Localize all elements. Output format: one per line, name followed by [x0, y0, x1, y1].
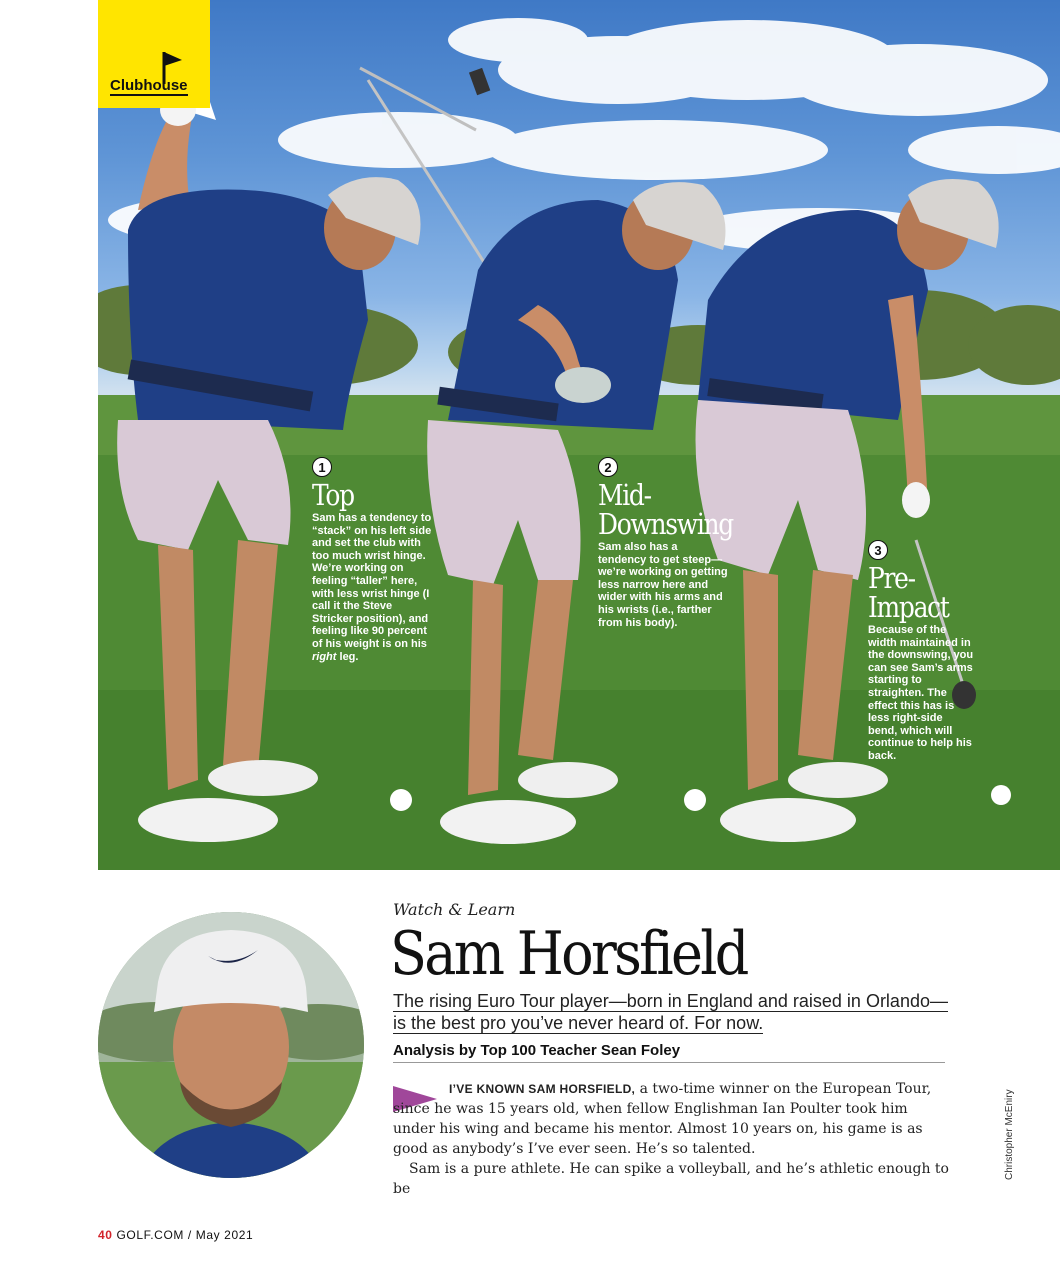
step-number: 2 — [598, 457, 618, 477]
section-tag-label: Clubhouse — [110, 77, 188, 94]
step-body: Sam also has a tendency to get steep—we’re working on getting less narrow here and wider with his arms and his wrists (i.e., farther from his body). — [598, 541, 728, 629]
portrait-photo — [98, 912, 364, 1178]
portrait-image — [98, 912, 364, 1178]
lead-in: I’VE KNOWN SAM HORSFIELD, — [449, 1082, 636, 1096]
step-title: Pre- Impact — [868, 561, 949, 624]
step-pre-impact — [868, 540, 974, 763]
step-mid-downswing — [598, 457, 733, 629]
byline: Analysis by Top 100 Teacher Sean Foley — [393, 1042, 681, 1059]
kicker: Watch & Learn — [393, 900, 516, 919]
page-number: 40 — [98, 1228, 113, 1242]
step-number: 3 — [868, 540, 888, 560]
divider — [393, 1062, 945, 1063]
paragraph: I’VE KNOWN SAM HORSFIELD, a two-time winner on the European Tour, since he was 15 years old, when fellow Englishman Ian Poulter took him under his wing and became his mentor. Almost 10 years on, his game is as good as anybody’s I’ve ever seen. He’s so talented. — [393, 1081, 932, 1157]
step-body: Sam has a tendency to “stack” on his left side and set the club with too much wrist hinge. We’re working on feeling “taller” here, with less wrist hinge (I call it the Steve Stricker position), and feeling like 90 percent of his weight is on his right leg. — [312, 512, 432, 663]
headline: Sam Horsfield — [390, 919, 747, 989]
dek: The rising Euro Tour player—born in England and raised in Orlando—is the best pro you’ve never heard of. For now. — [393, 991, 948, 1033]
step-number: 1 — [312, 457, 332, 477]
paragraph: Sam is a pure athlete. He can spike a volleyball, and he’s athletic enough to be — [393, 1161, 949, 1197]
step-body: Because of the width maintained in the downswing, you can see Sam’s arms starting to straighten. The effect this has is less right-side bend, which will continue to help his back. — [868, 624, 974, 762]
body-copy — [393, 1079, 953, 1199]
folio — [98, 1228, 253, 1242]
section-tag — [98, 0, 210, 108]
step-title: Top — [312, 478, 354, 512]
step-top — [312, 457, 436, 663]
step-title: Mid- Downswing — [598, 478, 733, 541]
swing-sequence-photo — [98, 0, 1060, 870]
folio-text: GOLF.COM / May 2021 — [116, 1228, 254, 1242]
photo-credit: Christopher McEniry — [1004, 1089, 1015, 1180]
